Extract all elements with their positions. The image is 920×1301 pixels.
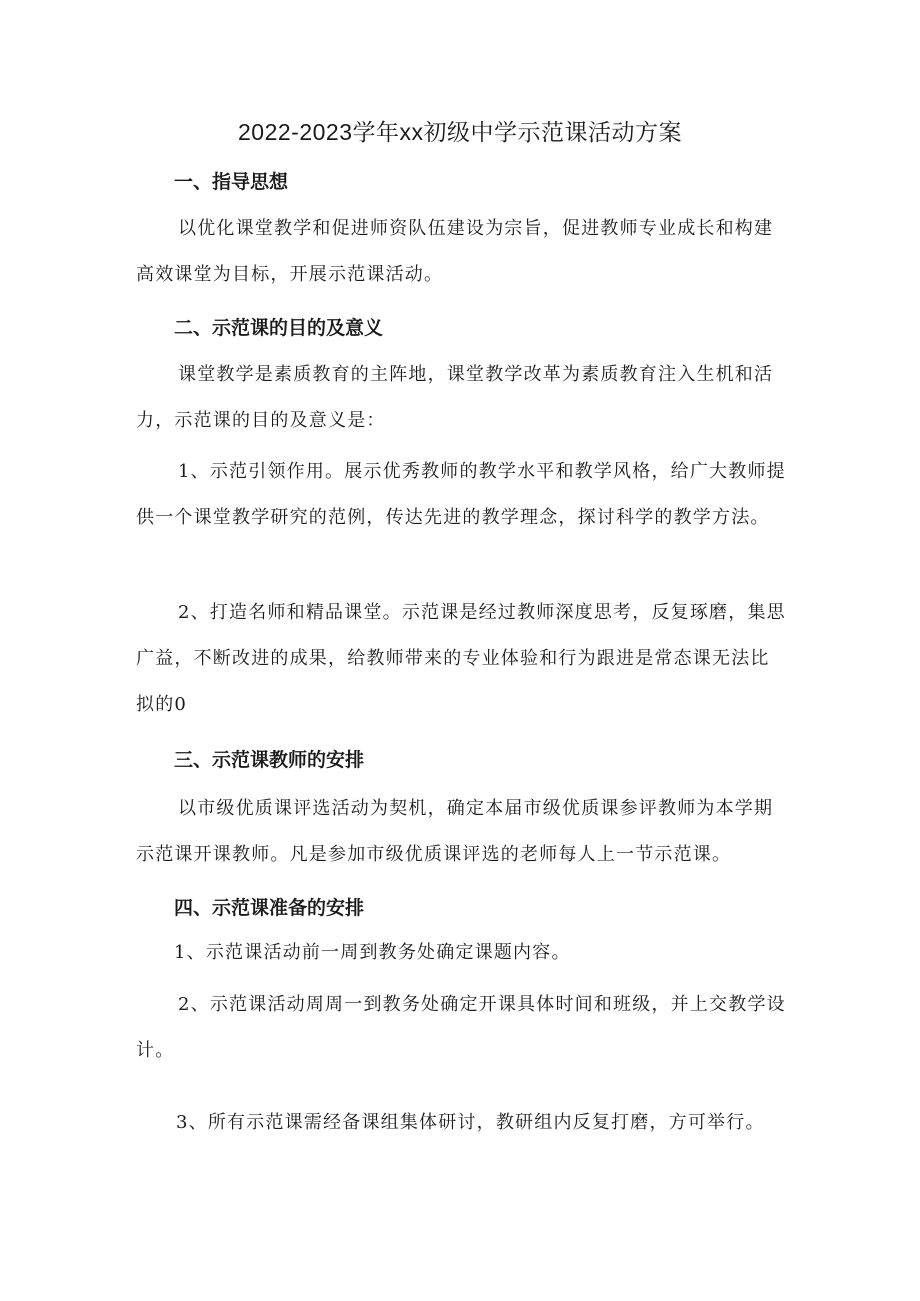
section-2-paragraph-1: 课堂教学是素质教育的主阵地，课堂教学改革为素质教育注入生机和活力，示范课的目的及意义是：	[136, 364, 774, 431]
section-heading-2: 二、示范课的目的及意义	[174, 317, 384, 339]
section-heading-4: 四、示范课准备的安排	[174, 897, 365, 919]
section-heading-3: 三、示范课教师的安排	[174, 749, 365, 771]
section-2-paragraph-2: 1、示范引领作用。展示优秀教师的教学水平和教学风格，给广大教师提供一个课堂教学研究的范例，传达先进的教学理念，探讨科学的教学方法。	[136, 461, 786, 528]
document-title: 2022-2023学年xx初级中学示范课活动方案	[238, 119, 682, 145]
section-4-item-1: 1、示范课活动前一周到教务处确定课题内容。	[174, 942, 571, 963]
section-2-paragraph-3: 2、打造名师和精品课堂。示范课是经过教师深度思考，反复琢磨，集思广益，不断改进的成果，给教师带来的专业体验和行为跟进是常态课无法比拟的0	[136, 602, 786, 715]
section-1-paragraph-1: 以优化课堂教学和促进师资队伍建设为宗旨，促进教师专业成长和构建高效课堂为目标，开展示范课活动。	[136, 218, 774, 285]
section-4-item-2: 2、示范课活动周周一到教务处确定开课具体时间和班级，并上交教学设计。	[136, 994, 786, 1061]
section-heading-1: 一、指导思想	[174, 171, 289, 193]
section-3-paragraph-1: 以市级优质课评选活动为契机，确定本届市级优质课参评教师为本学期示范课开课教师。凡是参加市级优质课评选的老师每人上一节示范课。	[136, 798, 774, 865]
section-4-item-3: 3、所有示范课需经备课组集体研讨，教研组内反复打磨，方可举行。	[176, 1112, 765, 1133]
